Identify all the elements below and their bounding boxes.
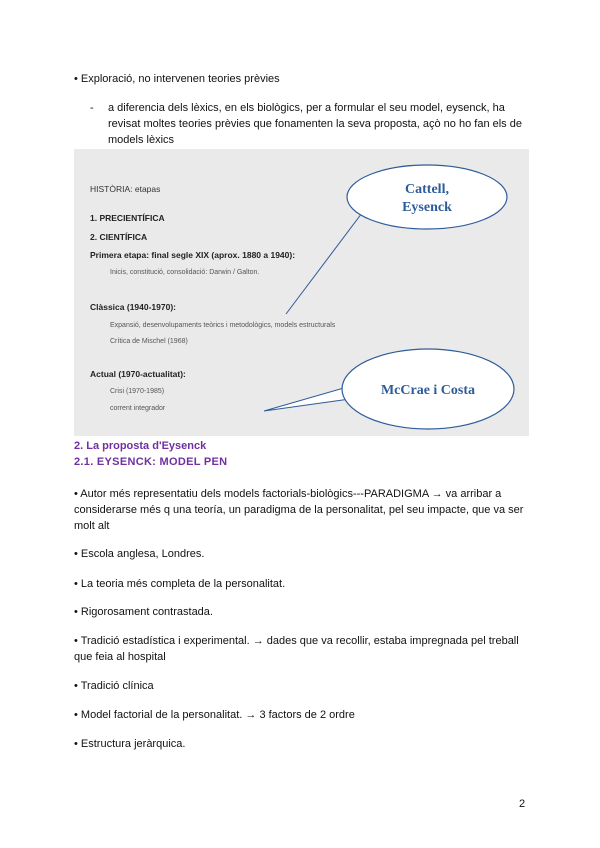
subsection-heading: 2.1. EYSENCK: MODEL PEN xyxy=(74,456,228,468)
stage-classic: Clàssica (1940-1970): xyxy=(90,302,177,312)
stage-current-crisis: Crisi (1970-1985) xyxy=(110,388,165,395)
bubble-1-line-2: Eysenck xyxy=(402,200,452,215)
bubble-2-text: McCrae i Costa xyxy=(380,383,476,398)
stage-prescientific: 1. PRECIENTÍFICA xyxy=(90,213,165,223)
intro-bullet: • Exploració, no intervenen teories prèvies xyxy=(74,73,280,85)
dash-marker: - xyxy=(90,102,94,114)
page-number: 2 xyxy=(519,798,526,810)
bubble-1-line-1: Cattell, xyxy=(405,182,449,197)
history-slide-image xyxy=(74,149,529,436)
stage-scientific: 2. CIENTÍFICA xyxy=(90,232,148,242)
bullet-clinical-tradition: • Tradició clínica xyxy=(74,680,154,692)
stage-current-integrator: corrent integrador xyxy=(110,405,166,412)
stage-first: Primera etapa: final segle XIX (aprox. 1880 a 1940): xyxy=(90,250,296,260)
intro-subpoint-text: a diferencia dels lèxics, en els biològics, per a formular el seu model, eysenck, ha revisat moltes teories prèvies que fonamenten la seva proposta, açò no ho fan els de models lèxics xyxy=(108,102,522,146)
stage-classic-detail: Expansió, desenvolupaments teòrics i metodològics, models estructurals xyxy=(110,322,336,329)
section-heading: 2. La proposta d'Eysenck xyxy=(74,440,207,452)
slide-title: HISTÒRIA: etapas xyxy=(90,184,161,194)
stage-current: Actual (1970-actualitat): xyxy=(90,369,186,379)
bullet-paradigm: • Autor més representatiu dels models factorials-biològics---PARADIGMA → va arribar a considerarse més q una teoría, un paradigma de la personalitat, pel seu impacte, que va ser molt alt xyxy=(74,488,524,532)
bubble-1-shape xyxy=(347,165,507,229)
stage-classic-critique: Crítica de Mischel (1968) xyxy=(110,338,188,345)
bullet-complete-theory: • La teoria més completa de la personalitat. xyxy=(74,578,286,590)
bullet-school: • Escola anglesa, Londres. xyxy=(74,548,205,560)
bullet-hierarchical-structure: • Estructura jeràrquica. xyxy=(74,738,186,750)
bullet-statistical-tradition: • Tradició estadística i experimental. → dades que va recollir, estaba impregnada pel treball que feia al hospital xyxy=(74,635,519,663)
intro-subpoint xyxy=(90,100,530,148)
bullet-contrasted: • Rigorosament contrastada. xyxy=(74,606,213,618)
stage-first-detail: Inicis, constitució, consolidació: Darwin / Galton. xyxy=(110,269,260,276)
bullet-factorial-model: • Model factorial de la personalitat. → 3 factors de 2 ordre xyxy=(74,709,355,721)
